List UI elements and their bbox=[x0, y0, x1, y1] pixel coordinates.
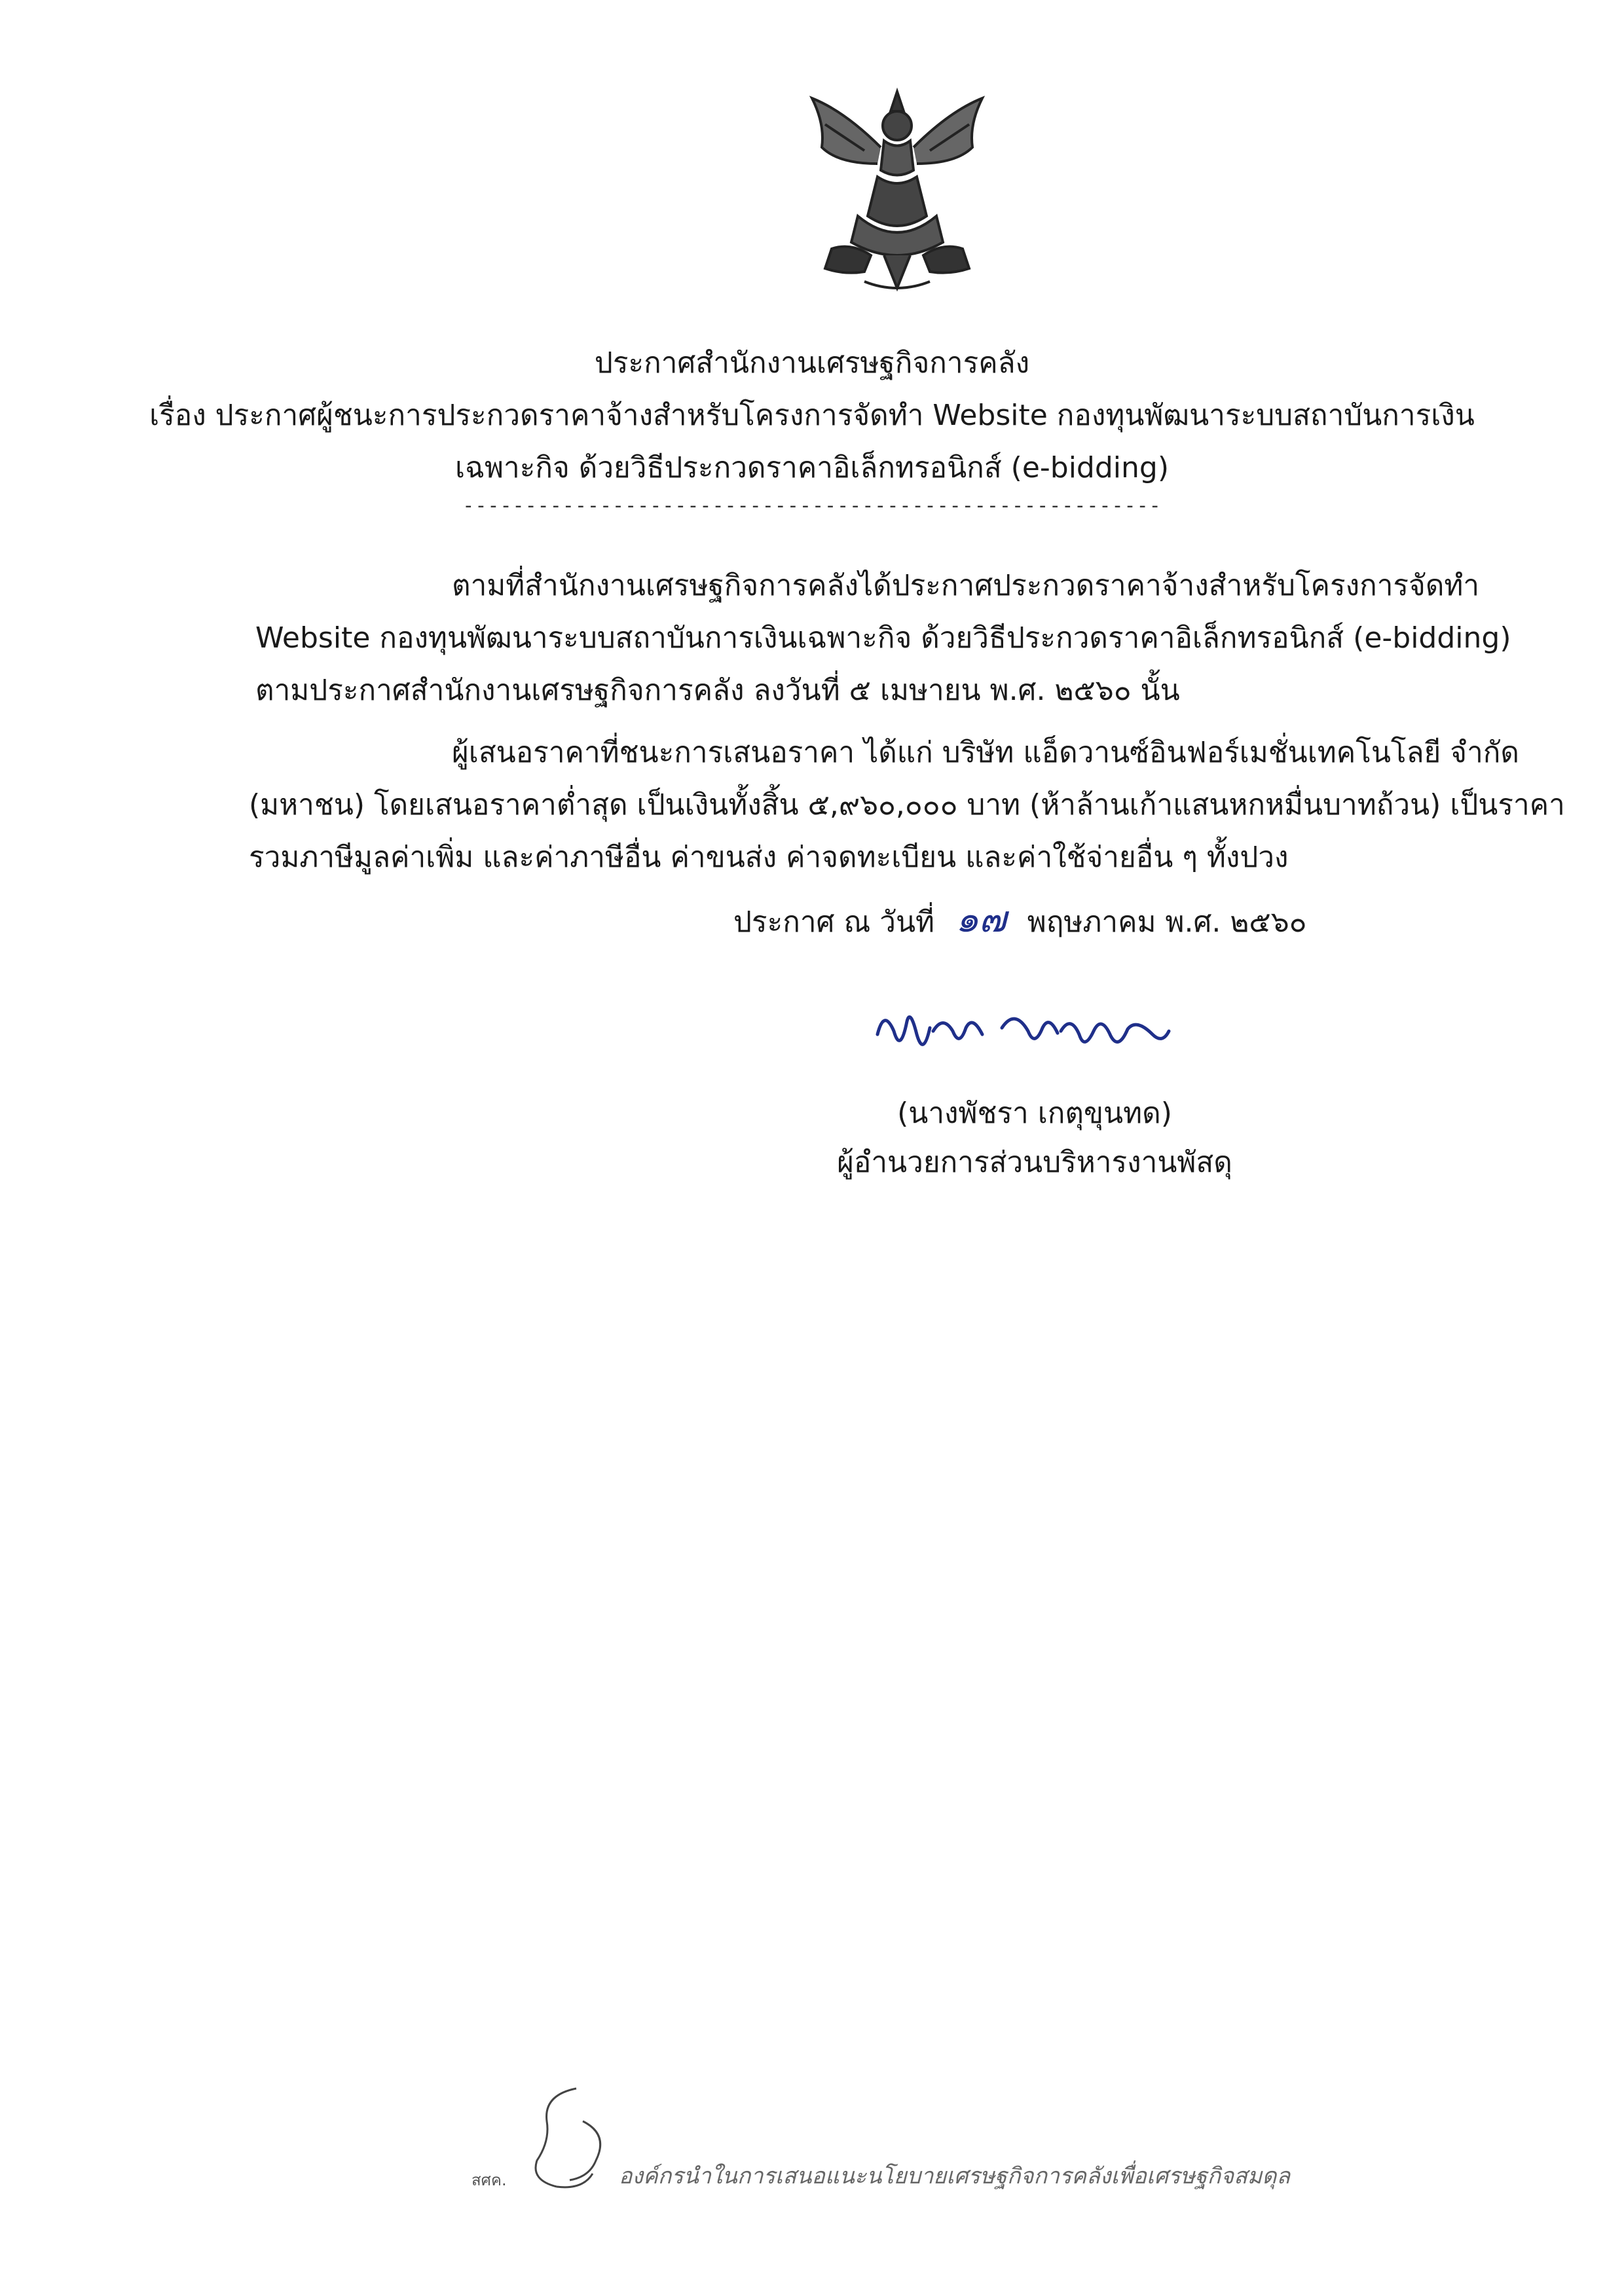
garuda-emblem-icon bbox=[786, 85, 1008, 301]
signer-name: (นางพัชรา เกตุขุนทด) bbox=[897, 1097, 1172, 1130]
announcement-day: ๑๗ bbox=[955, 898, 1006, 941]
footer-abbreviation: สศค. bbox=[471, 2171, 507, 2189]
para2-line-2: (มหาชน) โดยเสนอราคาต่ำสุด เป็นเงินทั้งสิ้น ๕,๙๖๐,๐๐๐ บาท (ห้าล้านเก้าแสนหกหมื่นบาทถ้วน) เป็นราคา bbox=[249, 788, 1565, 822]
para1-line-2: Website กองทุนพัฒนาระบบสถาบันการเงินเฉพาะกิจ ด้วยวิธีประกวดราคาอิเล็กทรอนิกส์ (e-bidding) bbox=[255, 621, 1511, 655]
issuer-title: ประกาศสำนักงานเศรษฐกิจการคลัง bbox=[594, 346, 1030, 380]
para2-line-3: รวมภาษีมูลค่าเพิ่ม และค่าภาษีอื่น ค่าขนส่ง ค่าจดทะเบียน และค่าใช้จ่ายอื่น ๆ ทั้งปวง bbox=[249, 841, 1289, 874]
announcement-date bbox=[733, 897, 1306, 945]
para1-line-1: ตามที่สำนักงานเศรษฐกิจการคลังได้ประกาศประกวดราคาจ้างสำหรับโครงการจัดทำ bbox=[452, 569, 1480, 602]
footer-motto: องค์กรนำในการเสนอแนะนโยบายเศรษฐกิจการคลังเพื่อเศรษฐกิจสมดุล bbox=[619, 2163, 1291, 2189]
subject-line-2: เฉพาะกิจ ด้วยวิธีประกวดราคาอิเล็กทรอนิกส์ (e-bidding) bbox=[454, 451, 1169, 484]
announcement-prefix: ประกาศ ณ วันที่ bbox=[733, 905, 935, 939]
signature-image bbox=[871, 995, 1172, 1074]
footer bbox=[471, 2082, 1323, 2193]
signer-position: ผู้อำนวยการส่วนบริหารงานพัสดุ bbox=[837, 1146, 1232, 1179]
subject-line-1: เรื่อง ประกาศผู้ชนะการประกวดราคาจ้างสำหรับโครงการจัดทำ Website กองทุนพัฒนาระบบสถาบันการเงิน bbox=[149, 399, 1475, 432]
separator-line: -------------------------------------------------------- bbox=[462, 494, 1162, 517]
announcement-month-year: พฤษภาคม พ.ศ. ๒๕๖๐ bbox=[1027, 905, 1307, 939]
para2-line-1: ผู้เสนอราคาที่ชนะการเสนอราคา ได้แก่ บริษัท แอ็ดวานซ์อินฟอร์เมชั่นเทคโนโลยี จำกัด bbox=[452, 736, 1519, 769]
fpo-logo-icon bbox=[517, 2082, 616, 2193]
para1-line-3: ตามประกาศสำนักงานเศรษฐกิจการคลัง ลงวันที่ ๕ เมษายน พ.ศ. ๒๕๖๐ นั้น bbox=[255, 674, 1180, 707]
